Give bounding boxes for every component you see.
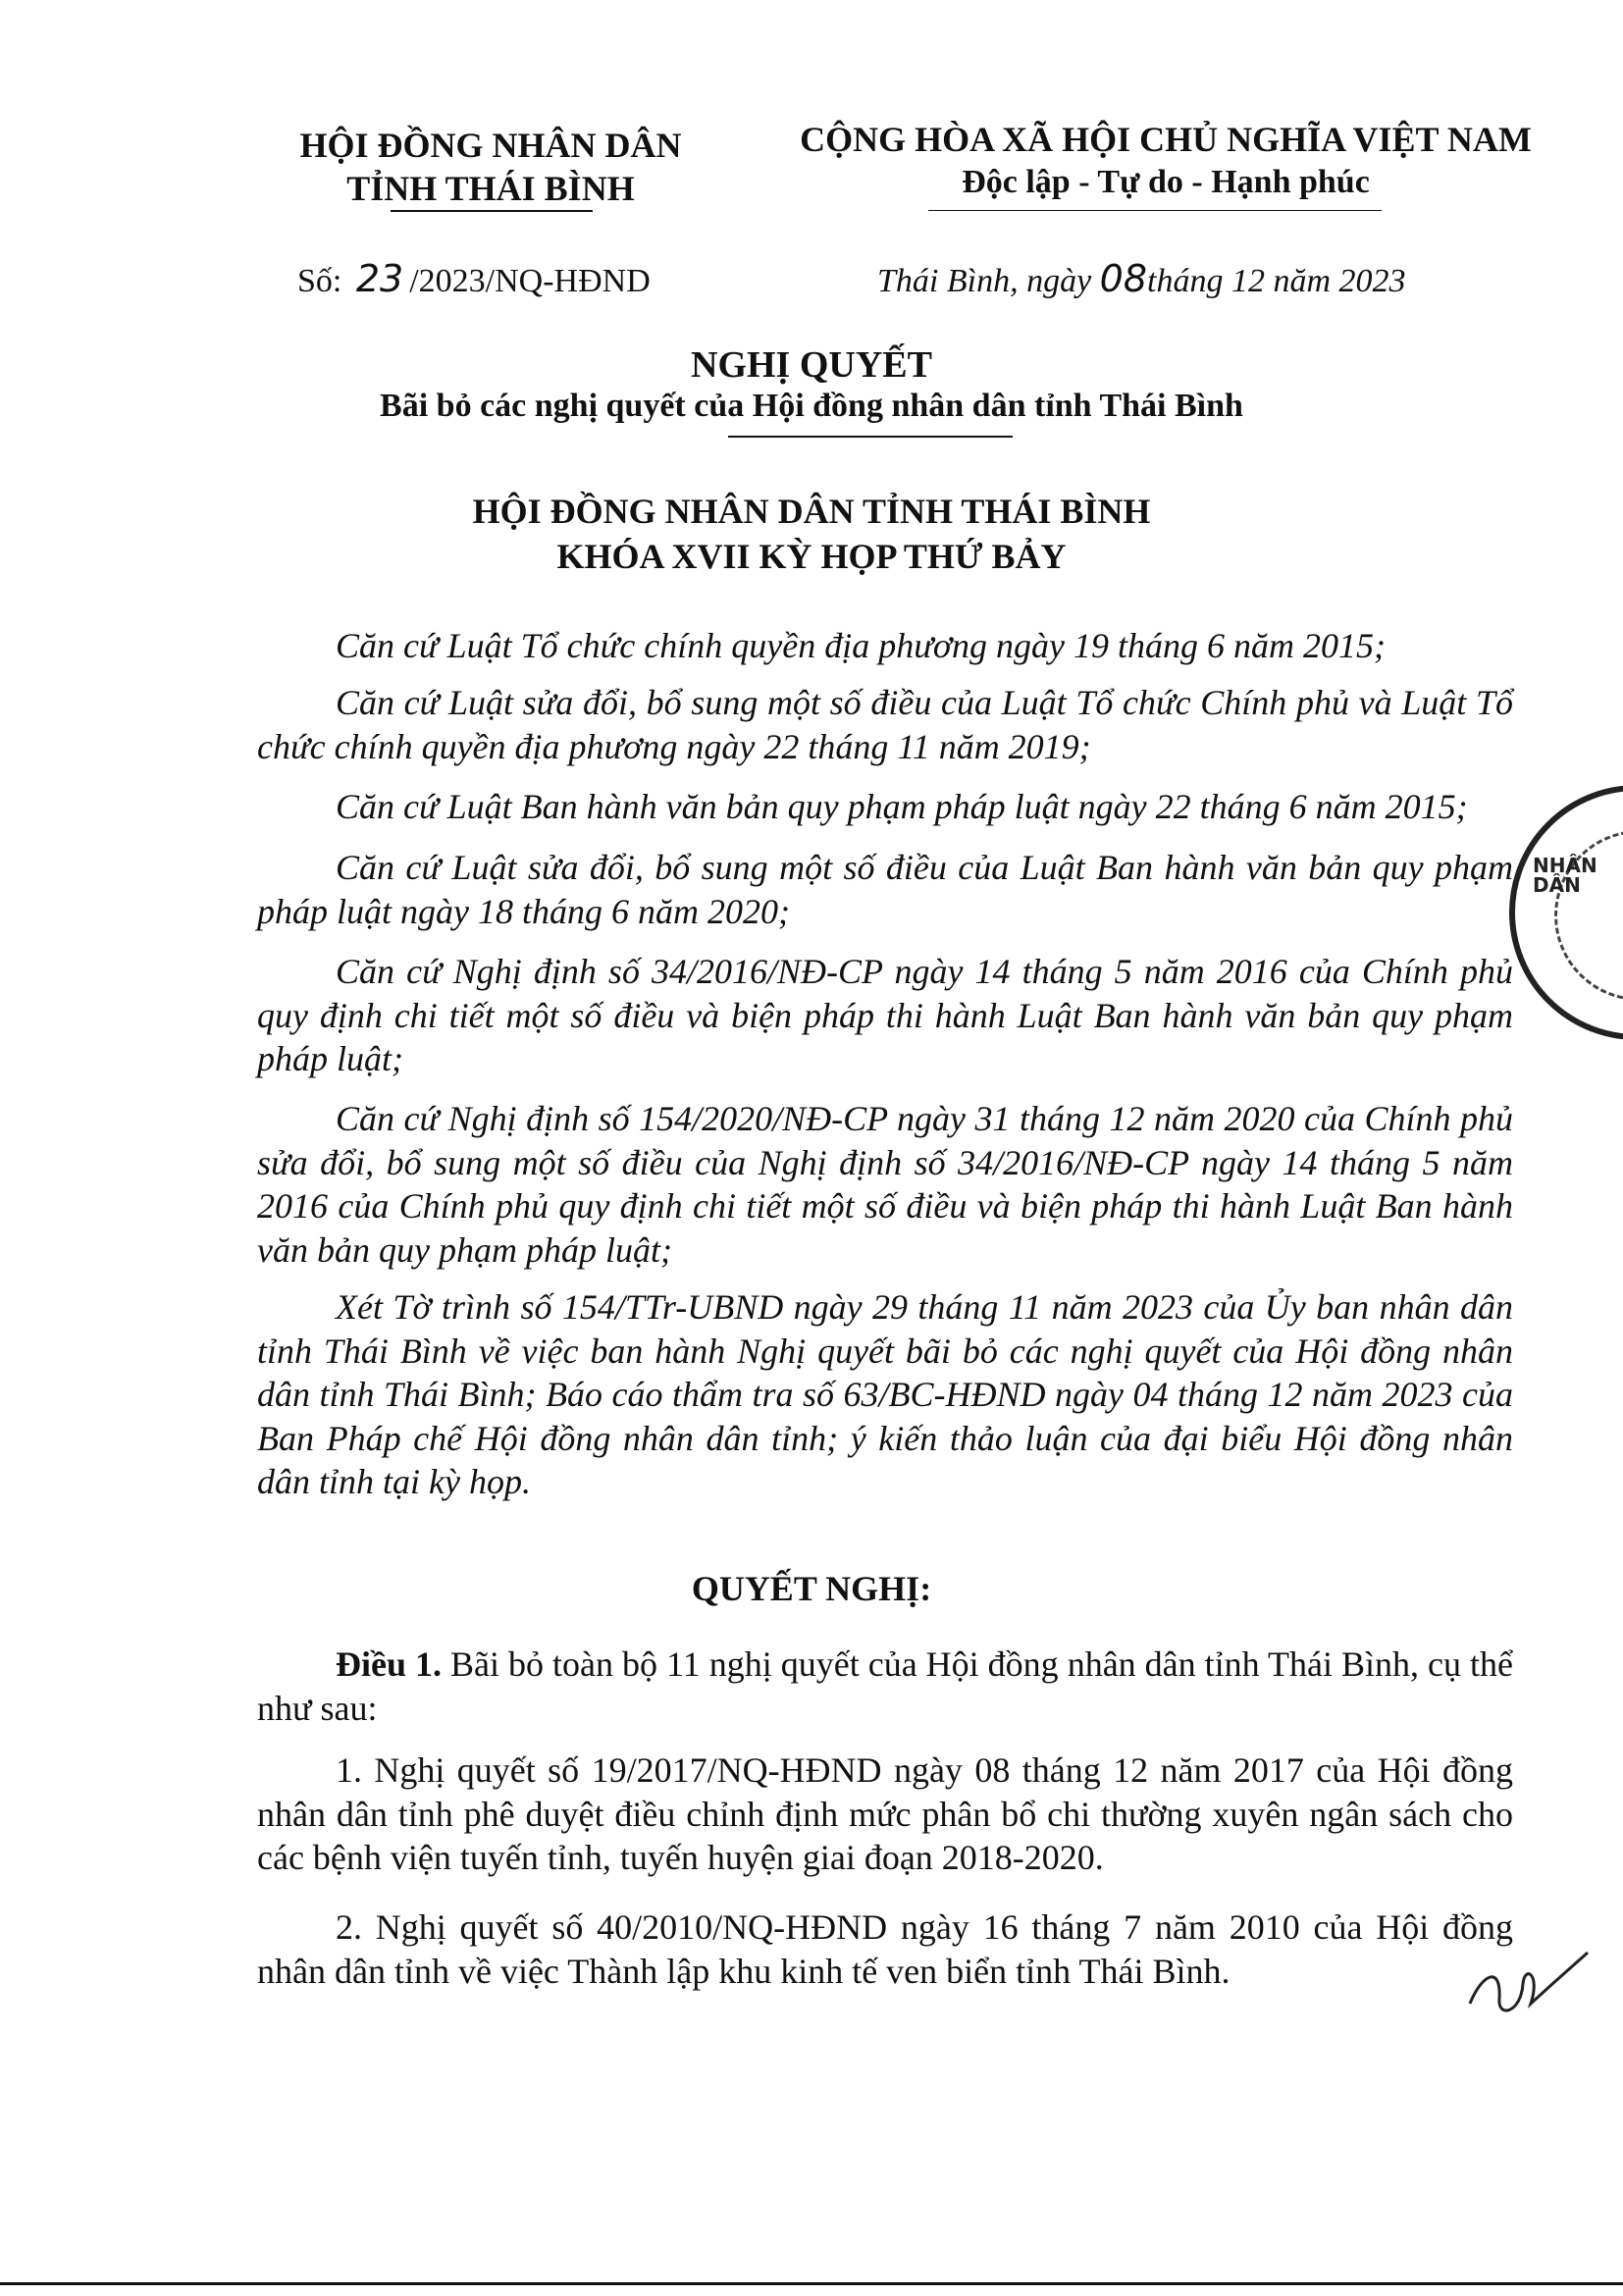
date-suffix: tháng 12 năm 2023 [1147,263,1406,299]
subject-underline [728,436,1013,438]
handwritten-day: 08 [1099,257,1148,300]
preamble-5: Căn cứ Nghị định số 34/2016/NĐ-CP ngày 14 tháng 5 năm 2016 của Chính phủ quy định chi tiết một số điều và biện pháp thi hành Luật Ban hành văn bản quy phạm pháp luật; [257,952,1513,1078]
article-1 [257,1643,1513,1730]
org-underline [391,210,593,212]
official-seal [1509,785,1623,1040]
issue-date [877,257,1406,300]
national-motto [754,118,1578,204]
date-prefix: Thái Bình, ngày [877,263,1092,299]
preamble-4: Căn cứ Luật sửa đổi, bổ sung một số điều của Luật Ban hành văn bản quy phạm pháp luật ngày 18 tháng 6 năm 2020; [257,848,1513,931]
motto-underline [928,210,1382,211]
document-type: NGHỊ QUYẾT [691,344,932,386]
org-line-1: HỘI ĐỒNG NHÂN DÂN [299,126,682,165]
nation-line-1: CỘNG HÒA XÃ HỘI CHỦ NGHĨA VIỆT NAM [800,120,1532,159]
repealed-item-2: 2. Nghị quyết số 40/2010/NQ-HĐND ngày 16 tháng 7 năm 2010 của Hội đồng nhân dân tỉnh về việc Thành lập khu kinh tế ven biển tỉnh Thái Bình. [257,1907,1513,1991]
seal-text: NHÂN DÂN [1533,854,1597,897]
initial-signature [1462,1945,1599,2033]
nation-line-2: Độc lập - Tự do - Hạnh phúc [962,164,1370,200]
repealed-item-1: 1. Nghị quyết số 19/2017/NQ-HĐND ngày 08 tháng 12 năm 2017 của Hội đồng nhân dân tỉnh phê duyệt điều chỉnh định mức phân bổ chi thường xuyên ngân sách cho các bệnh viện tuyến tỉnh, tuyến huyện giai đoạn 2018-2020. [257,1750,1513,1877]
document-subject: Bãi bỏ các nghị quyết của Hội đồng nhân dân tỉnh Thái Bình [380,388,1243,424]
handwritten-number: 23 [355,257,404,300]
decision-heading: QUYẾT NGHỊ: [691,1569,932,1608]
preamble-6: Căn cứ Nghị định số 154/2020/NĐ-CP ngày 31 tháng 12 năm 2020 của Chính phủ sửa đổi, bổ sung một số điều của Nghị định số 34/2016/NĐ-CP ngày 14 tháng 5 năm 2016 của Chính phủ quy định chi tiết một số điều và biện pháp thi hành Luật Ban hành văn bản quy phạm pháp luật; [257,1099,1513,1270]
article-1-text: Bãi bỏ toàn bộ 11 nghị quyết của Hội đồng nhân dân tỉnh Thái Bình, cụ thể như sau: [257,1644,1514,1728]
number-suffix: /2023/NQ-HĐND [409,263,651,299]
document-number [297,257,651,300]
number-prefix: Số: [297,263,342,299]
article-1-label: Điều 1. [336,1644,443,1684]
preamble-7: Xét Tờ trình số 154/TTr-UBND ngày 29 tháng 11 năm 2023 của Ủy ban nhân dân tỉnh Thái Bình về việc ban hành Nghị quyết bãi bỏ các nghị quyết của Hội đồng nhân dân tỉnh Thái Bình; Báo cáo thẩm tra số 63/BC-HĐND ngày 04 tháng 12 năm 2023 của Ban Pháp chế Hội đồng nhân dân tỉnh; ý kiến thảo luận của đại biểu Hội đồng nhân dân tỉnh tại kỳ họp. [257,1287,1513,1501]
org-line-2: TỈNH THÁI BÌNH [346,169,635,208]
preamble-3: Căn cứ Luật Ban hành văn bản quy phạm pháp luật ngày 22 tháng 6 năm 2015; [336,787,1468,826]
preamble-2: Căn cứ Luật sửa đổi, bổ sung một số điều của Luật Tổ chức Chính phủ và Luật Tổ chức chính quyền địa phương ngày 22 tháng 11 năm 2019; [257,683,1513,766]
preamble-1: Căn cứ Luật Tổ chức chính quyền địa phương ngày 19 tháng 6 năm 2015; [336,626,1387,665]
issuer-line-2: KHÓA XVII KỲ HỌP THỨ BẢY [556,537,1067,576]
page-bottom-rule [0,2282,1623,2285]
issuing-organization [265,124,716,210]
issuer-line-1: HỘI ĐỒNG NHÂN DÂN TỈNH THÁI BÌNH [472,492,1151,531]
